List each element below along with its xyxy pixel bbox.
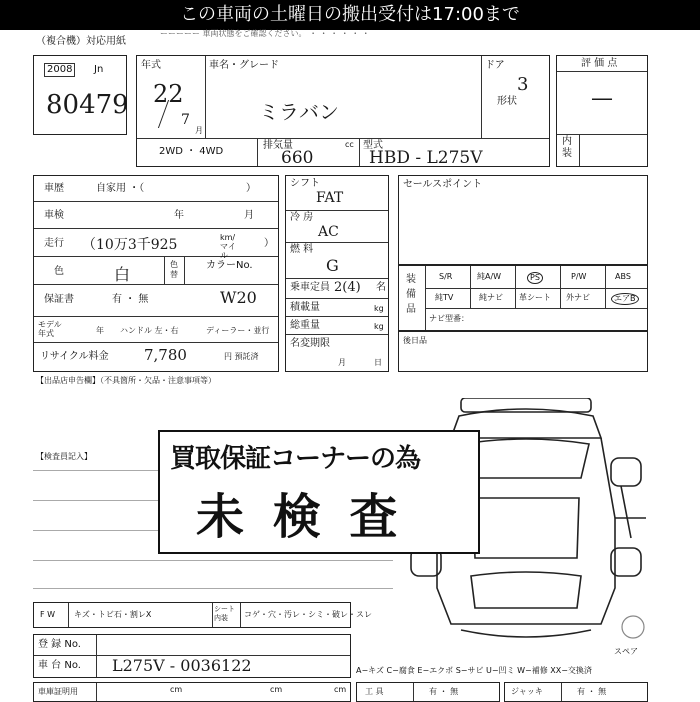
door-label: ドア	[485, 60, 505, 71]
color-no-value: W20	[220, 288, 257, 307]
equip-abs: ABS	[615, 272, 631, 281]
capacity-value: 2(4)	[334, 280, 361, 295]
form-type: （複合機）対応用紙	[36, 36, 126, 47]
mech-table	[285, 175, 389, 372]
door-value: 3	[517, 74, 529, 95]
gross-unit: kg	[374, 322, 384, 331]
inspection-year: 年	[174, 210, 184, 221]
interior-label: 内 装	[562, 136, 572, 159]
color-no-label: カラーNo.	[206, 260, 253, 271]
load-unit: kg	[374, 304, 384, 313]
cert-row	[33, 682, 351, 702]
fuel-value: G	[326, 256, 339, 275]
mileage-close: ）	[264, 238, 274, 249]
equip-leather: 革シート	[519, 293, 551, 302]
jack-label: ジャッキ	[511, 687, 543, 696]
gross-label: 総重量	[290, 320, 320, 331]
vehicle-name: ミラバン	[259, 100, 339, 124]
sales-point-box	[398, 175, 648, 265]
month-value: 7	[181, 112, 190, 128]
spare-label: スペア	[614, 647, 638, 656]
equip-aw: 純A/W	[477, 272, 502, 281]
equip-ps: PS	[527, 272, 543, 284]
transfer-month: 月	[338, 358, 346, 367]
reg-box	[33, 634, 351, 678]
warranty-label: 保証書	[44, 294, 74, 305]
history-value: 自家用 ・（	[96, 183, 145, 194]
shift-value: FAT	[316, 190, 344, 206]
color-value: 白	[114, 265, 131, 284]
header-fragment: ーーーーー 車両状態をご確認ください。 ・ ・ ・ ・ ・ ・	[160, 29, 370, 38]
cert-unit2: cm	[270, 685, 283, 694]
stamp-line1: 買取保証コーナーの為	[170, 444, 421, 474]
capacity-label: 乗車定員	[290, 282, 330, 293]
lot-box	[33, 55, 127, 135]
equip-tv: 純TV	[435, 293, 454, 302]
color-label: 色	[54, 266, 64, 277]
cert-unit1: cm	[170, 685, 183, 694]
sheet-value: コゲ・穴・汚レ・シミ・破レ・スレ	[244, 610, 372, 619]
tools-row	[356, 682, 500, 702]
year-label: 年式	[141, 60, 161, 71]
score-value: —	[591, 86, 613, 111]
fuel-label: 燃 料	[290, 244, 314, 255]
recycle-label: リサイクル料金	[40, 351, 109, 362]
mileage-value: （10万3千925	[82, 237, 178, 253]
model-year-label: モデル 年式	[38, 320, 62, 338]
score-label: 評 価 点	[581, 58, 618, 69]
score-box	[556, 55, 648, 167]
capacity-unit: 名	[376, 282, 386, 293]
cooler-value: AC	[318, 224, 339, 240]
recycle-unit: 円 預託済	[224, 352, 259, 361]
lot-year-code: 2008	[44, 63, 75, 77]
inspection-month: 月	[244, 210, 254, 221]
equip-navi: 純ナビ	[479, 293, 503, 302]
fw-label: F W	[40, 610, 56, 619]
transfer-label: 名変期限	[290, 338, 330, 349]
stamp-line2: 未 検 査	[196, 489, 404, 545]
cooler-label: 冷 房	[290, 212, 314, 223]
reg-no-label: 登 録 No.	[38, 639, 81, 650]
damage-legend: A−キズ C−腐食 E−エクボ S−サビ U−凹ミ W−補修 XX−交換済	[356, 666, 592, 675]
shift-label: シフト	[290, 178, 320, 189]
cert-unit3: cm	[334, 685, 347, 694]
jack-row	[504, 682, 648, 702]
post-box	[398, 331, 648, 372]
spec-table	[33, 175, 279, 372]
inspection-label: 車検	[44, 210, 64, 221]
unchecked-stamp	[158, 430, 480, 554]
month-unit: 月	[195, 126, 203, 135]
dealer-options: ディーラー・並行	[206, 326, 270, 335]
sales-point-label: セールスポイント	[403, 179, 483, 190]
history-label: 車歴	[44, 183, 64, 194]
sheet-label: シート 内装	[214, 605, 235, 622]
transfer-day: 日	[374, 358, 382, 367]
shape-label: 形状	[497, 96, 517, 107]
warranty-options: 有 ・ 無	[112, 294, 149, 305]
navi-model-label: ナビ型番：	[429, 314, 469, 323]
lot-mark: Jn	[94, 64, 104, 75]
model-label: 型式	[363, 140, 383, 151]
lot-number: 80479	[46, 90, 129, 120]
load-label: 積載量	[290, 302, 320, 313]
color-change-label: 色 替	[170, 260, 178, 279]
fw-value: キズ・トビ石・割レX	[74, 610, 152, 619]
banner: この車両の土曜日の搬出受付は17:00まで	[0, 0, 700, 30]
displacement-label: 排気量	[263, 140, 293, 151]
chassis-label: 車 台 No.	[38, 660, 81, 671]
equip-ext-navi: 外ナビ	[566, 293, 590, 302]
inspector-label: 【検査員記入】	[36, 452, 92, 461]
tools-label: 工 具	[365, 687, 384, 696]
displacement-value: 660	[281, 148, 314, 168]
tools-options: 有 ・ 無	[429, 687, 459, 696]
handle-options: ハンドル 左・右	[120, 326, 179, 335]
equip-sr: S/R	[439, 272, 453, 281]
mileage-label: 走行	[44, 238, 64, 249]
vehicle-label: 車名・グレード	[209, 60, 279, 71]
drive-label: 2WD ・ 4WD	[159, 146, 224, 157]
displacement-unit: cc	[345, 140, 354, 149]
year-value: 22	[153, 80, 184, 108]
report-label: 【出品店申告欄】（不具箇所・欠品・注意事項等）	[36, 376, 216, 385]
cert-label: 車庫証明用	[38, 687, 78, 696]
equipment-box	[398, 265, 648, 331]
post-label: 後日品	[403, 336, 427, 345]
model-value: HBD - L275V	[369, 148, 483, 168]
recycle-value: 7,780	[144, 346, 187, 364]
vehicle-box	[136, 55, 550, 167]
equip-airbag: エアB	[611, 293, 639, 305]
equipment-label: 装 備 品	[406, 274, 416, 315]
fw-row	[33, 602, 372, 628]
chassis-value: L275V - 0036122	[112, 656, 252, 675]
mileage-unit: km/マイル	[220, 233, 236, 260]
history-close: ）	[246, 183, 256, 194]
jack-options: 有 ・ 無	[577, 687, 607, 696]
model-year-year: 年	[96, 326, 104, 335]
equip-pw: P/W	[571, 272, 587, 281]
